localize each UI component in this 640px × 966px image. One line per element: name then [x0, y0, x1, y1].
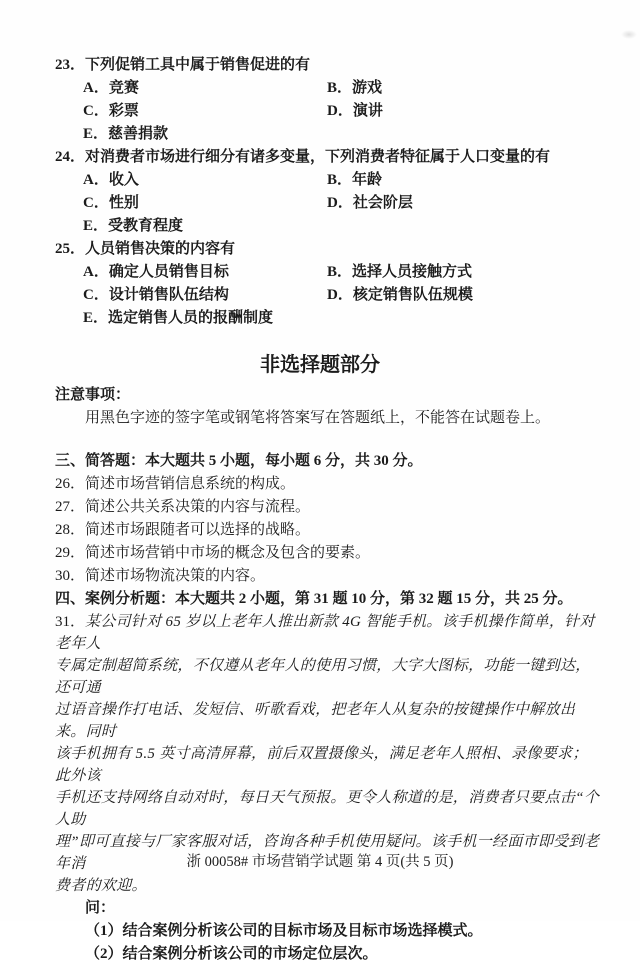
option-e: E．慈善捐款: [83, 126, 169, 142]
option-row: [55, 261, 600, 284]
item-number: 30．: [55, 568, 86, 584]
option-row: [55, 100, 600, 123]
item-number: 28．: [55, 522, 86, 538]
option-b: B．游戏: [327, 80, 383, 96]
scan-smudge-artifact: [621, 30, 637, 39]
question-stem: 下列促销工具中属于销售促进的有: [85, 57, 311, 73]
option-e: E．选定销售人员的报酬制度: [83, 310, 274, 326]
item-text: 简述市场跟随者可以选择的战略。: [85, 522, 311, 538]
question-stem-line: [55, 146, 600, 169]
item-text: 简述公共关系决策的内容与流程。: [85, 499, 311, 515]
case-sub-question-1: （1）结合案例分析该公司的目标市场及目标市场选择模式。: [85, 923, 483, 939]
question-stem-line: [55, 54, 600, 77]
case-number: 31．: [55, 614, 86, 630]
question-23: [55, 54, 600, 146]
case-sub-question-2: （2）结合案例分析该公司的市场定位层次。: [85, 946, 378, 962]
case-paragraph-line: 过语音操作打电话、发短信、听歌看戏，把老年人从复杂的按键操作中解放出来。同时: [55, 702, 576, 740]
option-d: D．核定销售队伍规模: [327, 287, 473, 303]
short-answer-item: [55, 542, 600, 565]
item-text: 简述市场物流决策的内容。: [85, 568, 266, 584]
question-stem: 对消费者市场进行细分有诸多变量，下列消费者特征属于人口变量的有: [85, 149, 551, 165]
option-d: D．演讲: [327, 103, 383, 119]
case-line-text: 某公司针对 65 岁以上老年人推出新款 4G 智能手机。该手机操作简单，针对老年人: [55, 614, 595, 652]
option-a: A．收入: [83, 172, 139, 188]
option-row: [55, 284, 600, 307]
question-number: 23．: [55, 57, 86, 73]
question-number: 25．: [55, 241, 86, 257]
case-analysis-section: [0, 588, 640, 966]
question-24: [55, 146, 600, 238]
item-text: 简述市场营销中市场的概念及包含的要素。: [85, 545, 371, 561]
case-paragraph-line: 手机还支持网络自动对时，每日天气预报。更令人称道的是，消费者只要点击“个人助: [55, 790, 600, 828]
case-ask-label: 问：: [85, 900, 116, 916]
notice-block: [0, 384, 640, 430]
option-row: [55, 77, 600, 100]
choice-section: [0, 54, 640, 330]
short-answer-item: [55, 496, 600, 519]
option-row: [55, 307, 600, 330]
item-text: 简述市场营销信息系统的构成。: [85, 476, 296, 492]
item-number: 26．: [55, 476, 86, 492]
option-a: A．确定人员销售目标: [83, 264, 229, 280]
short-answer-header: 三、简答题：本大题共 5 小题，每小题 6 分，共 30 分。: [55, 453, 423, 469]
option-row: [55, 215, 600, 238]
question-stem: 人员销售决策的内容有: [85, 241, 236, 257]
option-row: [55, 192, 600, 215]
item-number: 29．: [55, 545, 86, 561]
notice-title: 注意事项：: [55, 387, 131, 403]
option-e: E．受教育程度: [83, 218, 184, 234]
case-paragraph-line: 专属定制超简系统，不仅遵从老年人的使用习惯，大字大图标，功能一键到达，还可通: [55, 658, 591, 696]
question-stem-line: [55, 238, 600, 261]
option-row: [55, 123, 600, 146]
case-paragraph-line: 费者的欢迎。: [55, 878, 147, 894]
nonchoice-section-heading: 非选择题部分: [260, 354, 380, 376]
case-paragraph-line: [55, 611, 602, 655]
case-analysis-header: 四、案例分析题：本大题共 2 小题，第 31 题 10 分，第 32 题 15 分，共 25 分。: [55, 591, 573, 607]
option-c: C．设计销售队伍结构: [83, 287, 229, 303]
short-answer-item: [55, 473, 600, 496]
short-answer-item: [55, 519, 600, 542]
option-b: B．年龄: [327, 172, 383, 188]
option-c: C．彩票: [83, 103, 139, 119]
short-answer-section: [0, 450, 640, 588]
option-a: A．竞赛: [83, 80, 139, 96]
case-paragraph-line: 理”即可直接与厂家客服对话，咨询各种手机使用疑问。该手机一经面市即受到老年消: [55, 834, 600, 872]
notice-body: 用黑色字迹的签字笔或钢笔将答案写在答题纸上，不能答在试题卷上。: [85, 410, 551, 426]
option-b: B．选择人员接触方式: [327, 264, 473, 280]
item-number: 27．: [55, 499, 86, 515]
page-footer: 浙 00058# 市场营销学试题 第 4 页(共 5 页): [186, 854, 454, 870]
option-c: C．性别: [83, 195, 139, 211]
question-25: [55, 238, 600, 330]
case-paragraph-line: 该手机拥有 5.5 英寸高清屏幕，前后双置摄像头，满足老年人照相、录像要求；此外该: [55, 746, 588, 784]
option-d: D．社会阶层: [327, 195, 413, 211]
option-row: [55, 169, 600, 192]
question-number: 24．: [55, 149, 86, 165]
short-answer-item: [55, 565, 600, 588]
